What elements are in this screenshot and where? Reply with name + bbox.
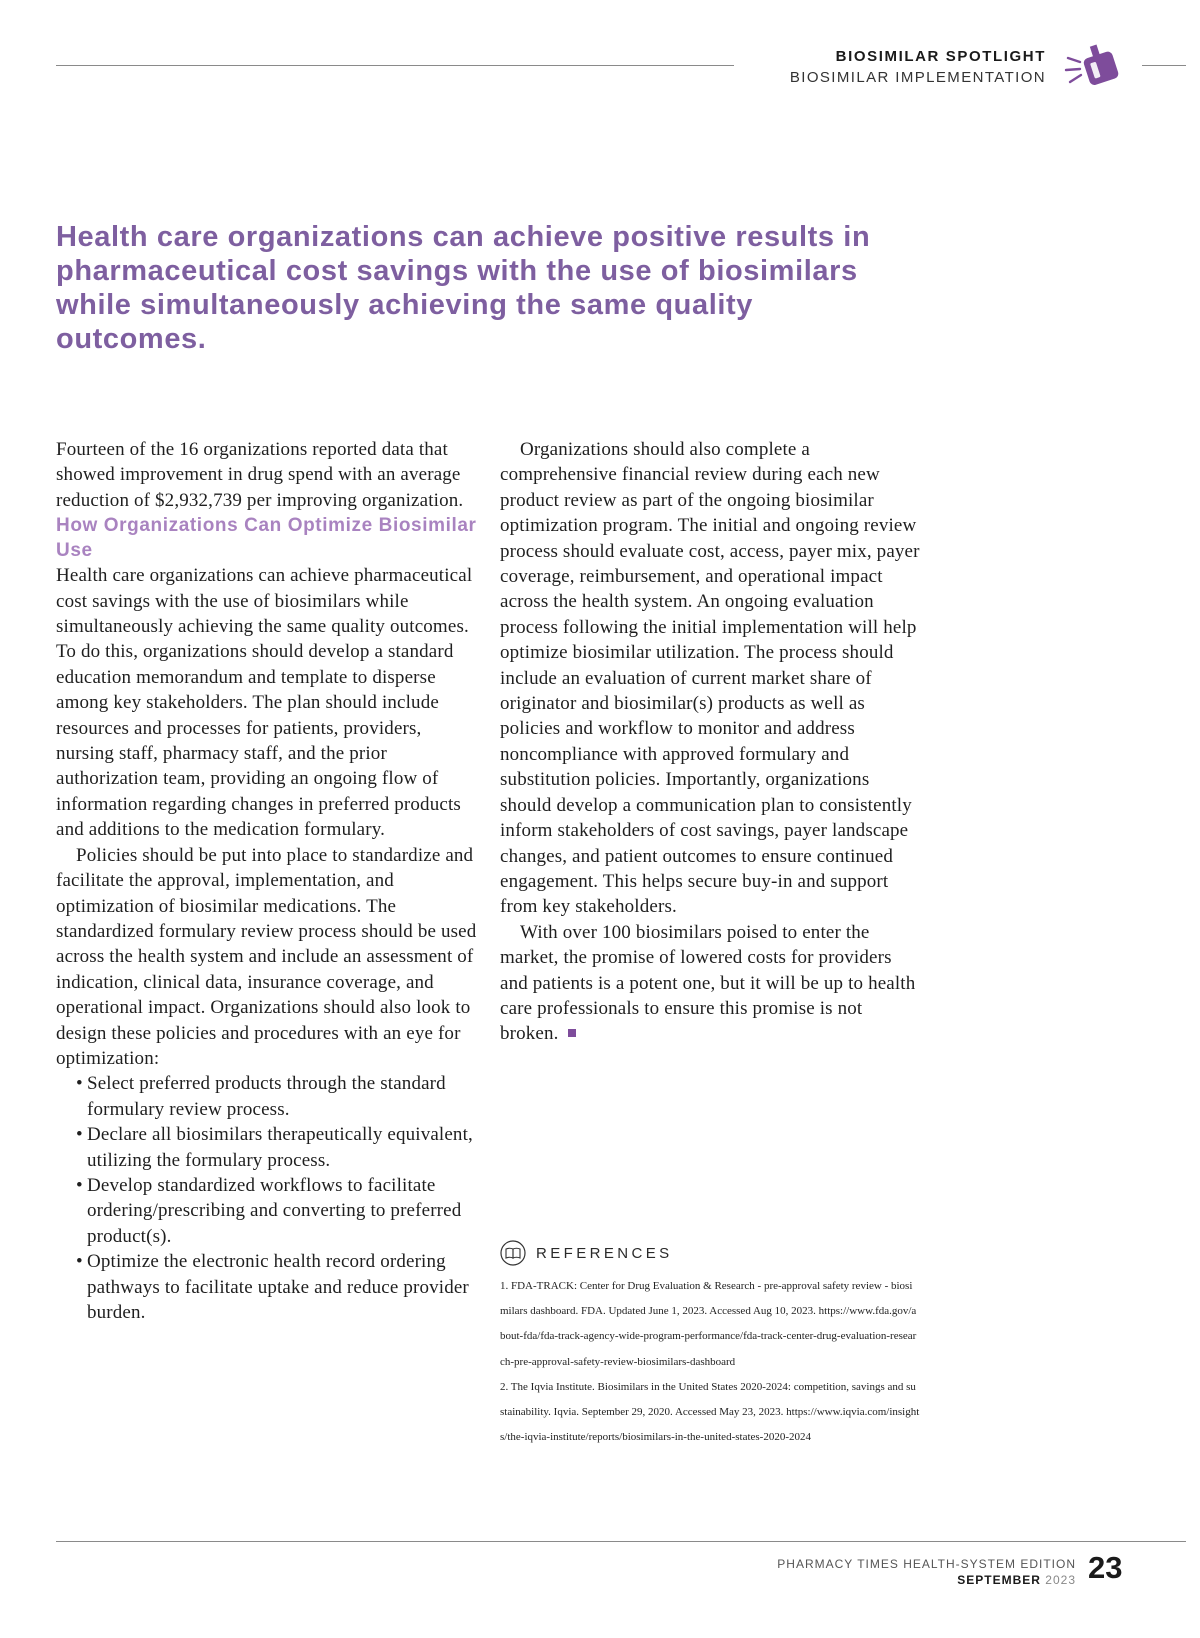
reference-item: 1. FDA-TRACK: Center for Drug Evaluation & Research - pre-approval safety review - biosimilars dashboard. FDA. Updated June 1, 2023. Accessed Aug 10, 2023. https://www.fda.gov/about-fda/fda-track-agency-wide-program-performance/fda-track-center-drug-evaluation-research-pre-approval-safety-review-biosimilars-dashboard — [500, 1280, 917, 1368]
references-section — [500, 1240, 920, 1450]
pull-quote: Health care organizations can achieve positive results in pharmaceutical cost savings with the use of biosimilars while simultaneously achieving the same quality outcomes. — [56, 221, 871, 355]
section-title: BIOSIMILAR SPOTLIGHT — [835, 48, 1046, 65]
issue-year: 2023 — [1045, 1573, 1076, 1587]
list-item: • Select preferred products through the standard formulary review process. — [76, 1071, 481, 1122]
references-title: REFERENCES — [536, 1244, 673, 1262]
reference-item: 2. The Iqvia Institute. Biosimilars in the United States 2020-2024: competition, savings and sustainability. Iqvia. September 29, 2020. Accessed May 23, 2023. https://www.iqvia.com/insights/the-iqvia-institute/reports/biosimilars-in-the-united-states-2020-2024 — [500, 1380, 920, 1444]
body-paragraph: Organizations should also complete a comprehensive financial review during each new product review as part of the ongoing biosimilar optimization program. The initial and ongoing review process should evaluate cost, access, payer mix, payer coverage, reimbursement, and operational impact across the health system. An ongoing evaluation process following the initial implementation will help optimize biosimilar utilization. The process should include an evaluation of current market share of originator and biosimilar(s) products as well as policies and workflow to monitor and address noncompliance with approved formulary and substitution policies. Importantly, organizations should develop a communication plan to consistently inform stakeholders of cost savings, payer landscape changes, and patient outcomes to ensure continued engagement. This helps secure buy-in and support from key stakeholders. — [500, 439, 920, 918]
closing-text: With over 100 biosimilars poised to enter the market, the promise of lowered costs for providers and patients is a potent one, but it will be up to health care professionals to ensure this promise is not broken. — [500, 921, 916, 1045]
footer-rule — [56, 1541, 1186, 1542]
section-header — [790, 46, 1046, 88]
publication-name: PHARMACY TIMES HEALTH-SYSTEM EDITION — [777, 1557, 1076, 1571]
header-rule-left — [56, 65, 734, 66]
issue-month: SEPTEMBER — [957, 1573, 1041, 1587]
body-paragraph: Health care organizations can achieve pharmaceutical cost savings with the use of biosimilars while simultaneously achieving the same quality outcomes. To do this, organizations should develop a standard education memorandum and template to disperse among key stakeholders. The plan should include resources and processes for patients, providers, nursing staff, pharmacy staff, and the prior authorization team, providing an ongoing flow of information regarding changes in preferred products and additions to the medication formulary. — [56, 565, 473, 841]
header-rule-right — [1142, 65, 1186, 66]
list-item: • Declare all biosimilars therapeutically equivalent, utilizing the formulary process. — [76, 1122, 481, 1173]
list-item: • Optimize the electronic health record ordering pathways to facilitate uptake and reduce provider burden. — [76, 1249, 481, 1325]
section-subtitle: BIOSIMILAR IMPLEMENTATION — [789, 69, 1046, 86]
issue-date — [777, 1572, 1076, 1588]
body-paragraph: Policies should be put into place to standardize and facilitate the approval, implementation, and optimization of biosimilar medications. The standardized formulary review process should be used across the health system and include an assessment of indication, clinical data, insurance coverage, and operational impact. Organizations should also look to design these policies and procedures with an eye for optimization: — [56, 844, 477, 1069]
section-subhead: How Organizations Can Optimize Biosimilar Use — [56, 515, 477, 562]
page-number: 23 — [1088, 1550, 1123, 1585]
closing-paragraph — [500, 920, 920, 1047]
intro-paragraph: Fourteen of the 16 organizations reported data that showed improvement in drug spend with an average reduction of $2,932,739 per improving organization. — [56, 439, 464, 511]
book-icon — [500, 1240, 526, 1266]
optimization-list — [56, 1071, 481, 1325]
end-of-article-mark — [568, 1029, 576, 1037]
right-column — [500, 437, 920, 1047]
left-column — [56, 437, 481, 1325]
footer — [777, 1556, 1076, 1588]
references-header — [500, 1240, 920, 1266]
references-list — [500, 1274, 920, 1450]
list-item: • Develop standardized workflows to facilitate ordering/prescribing and converting to preferred product(s). — [76, 1173, 481, 1249]
iv-bag-icon — [1064, 38, 1124, 94]
